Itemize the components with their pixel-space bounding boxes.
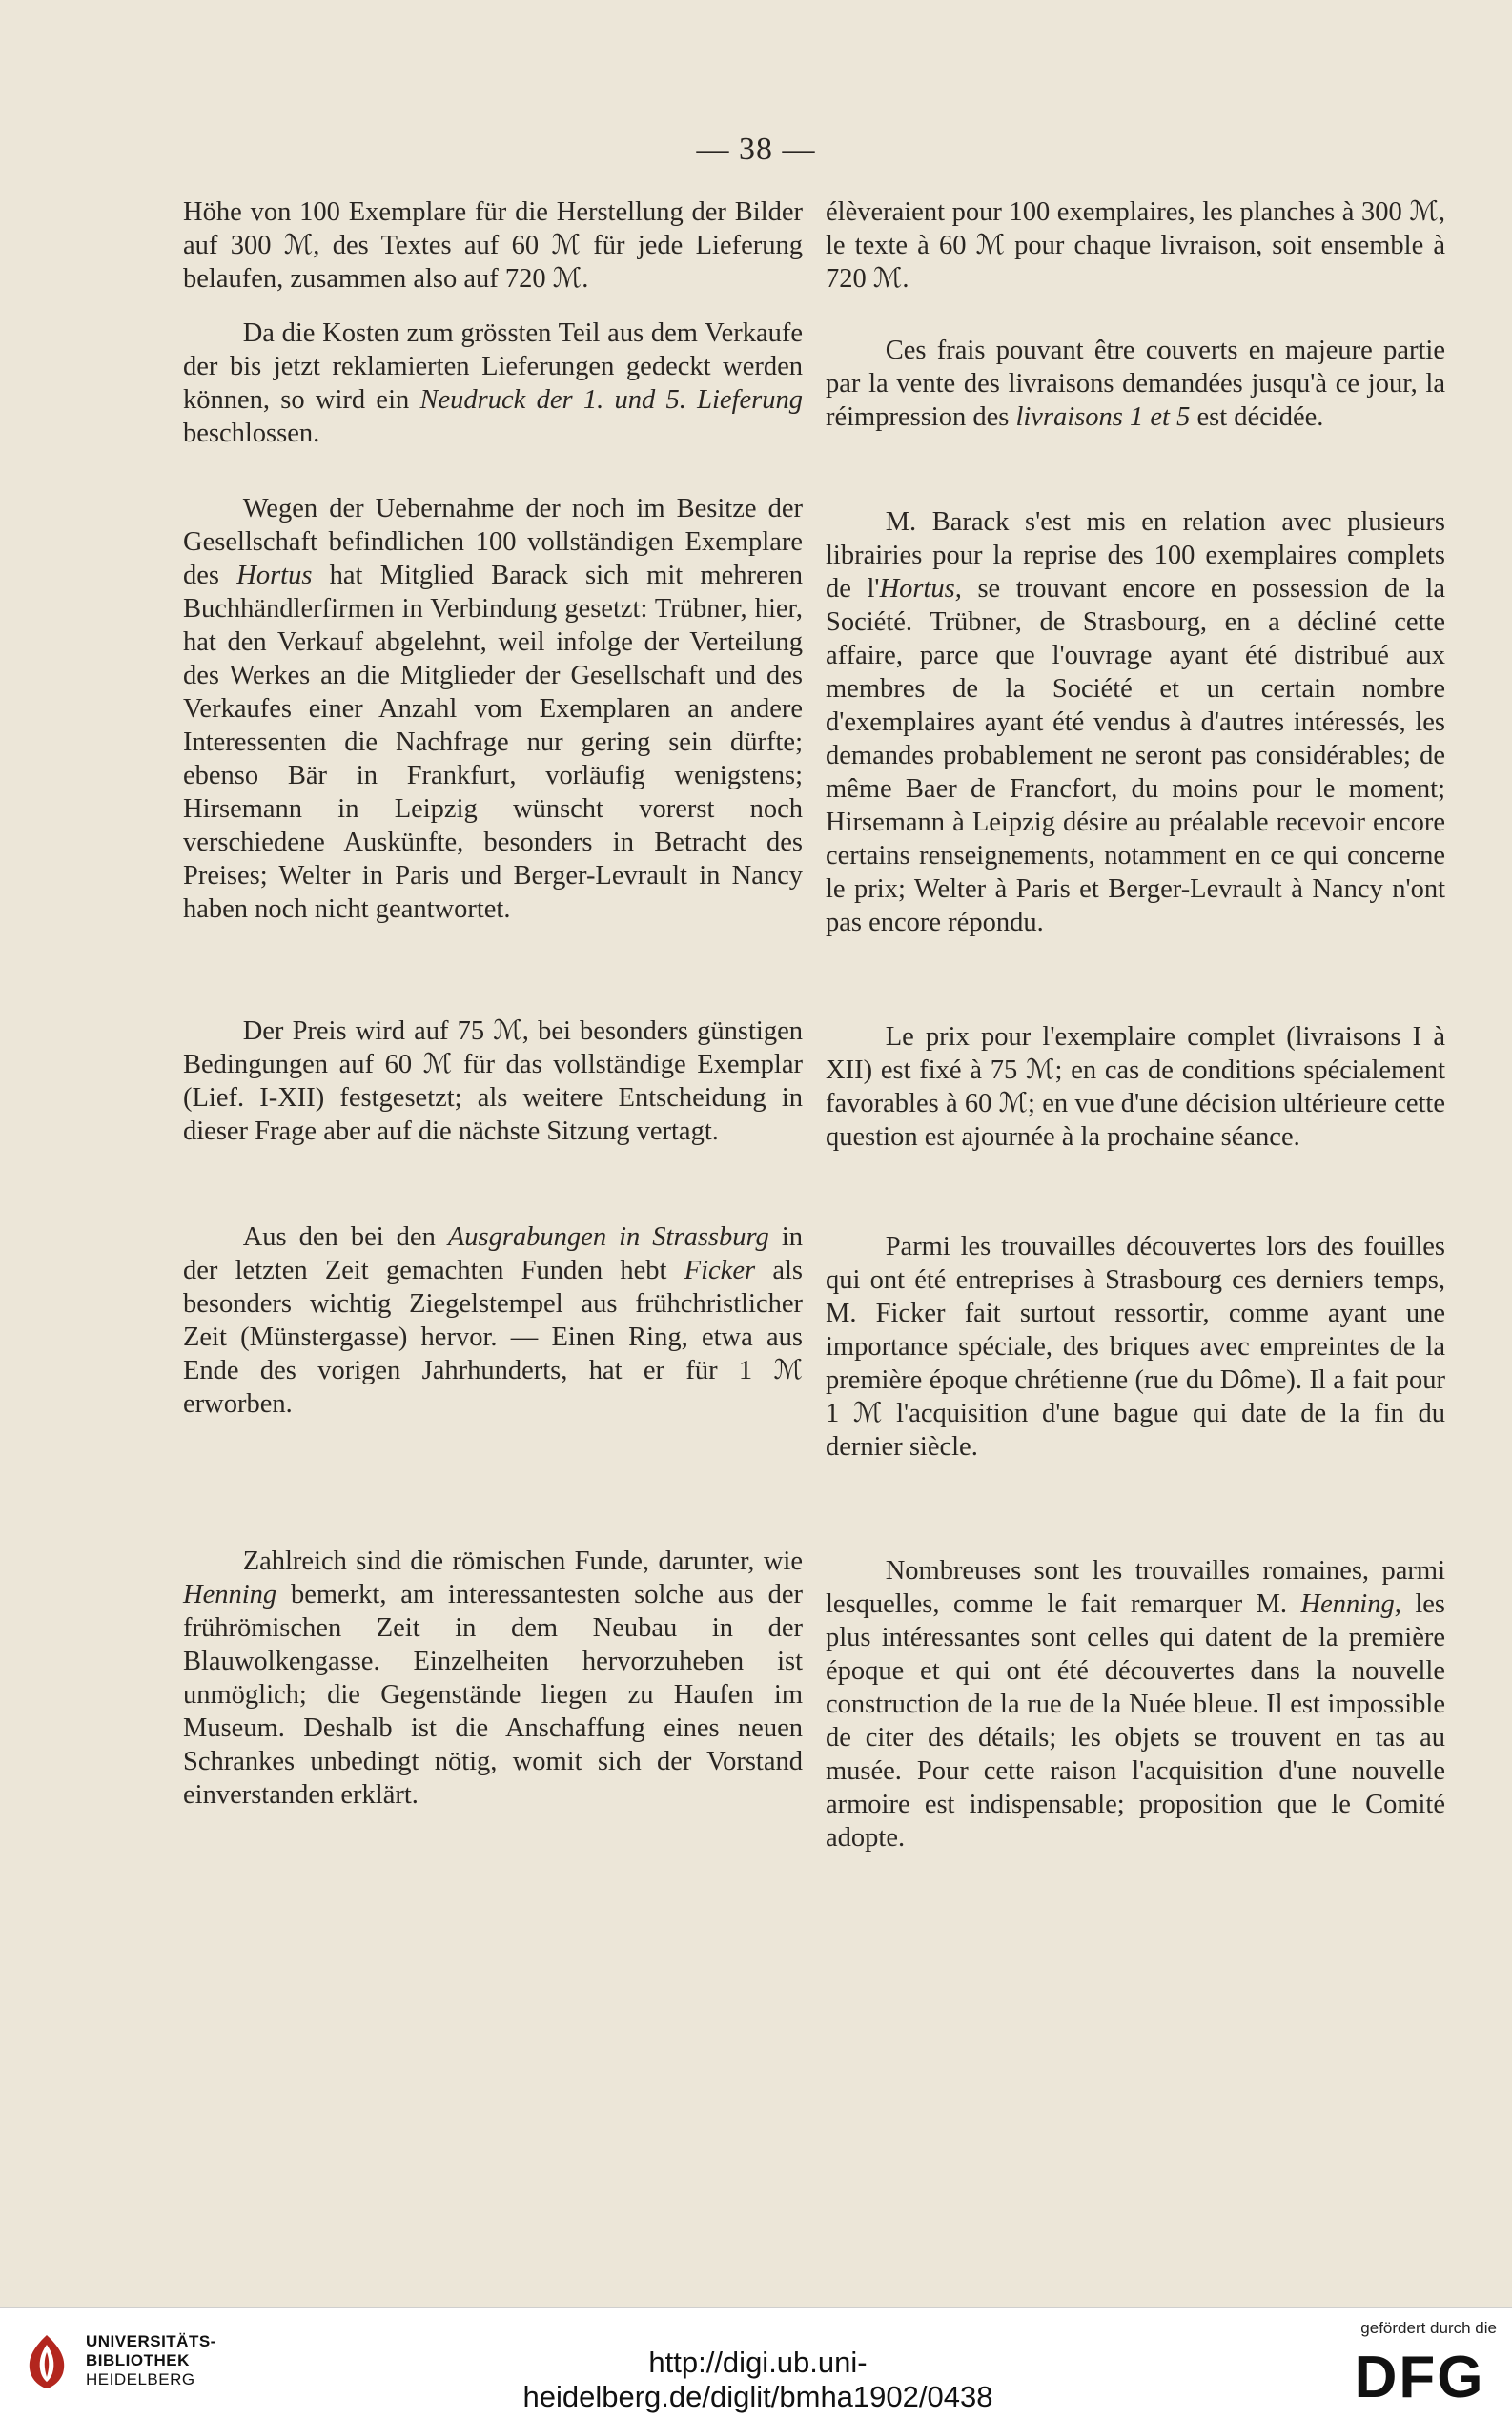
german-paragraph-6 — [183, 1545, 803, 1812]
text-run: in der letzten Zeit gemachten Funden hebt — [183, 1222, 803, 1285]
french-paragraph-6 — [826, 1554, 1445, 1855]
italic-run: Henning, — [1300, 1589, 1401, 1619]
french-paragraph-4: Le prix pour l'exemplaire complet (livraisons I à XII) est fixé à 75 ℳ; en cas de conditions spécialement favorables à 60 ℳ; en vue d'une décision ultérieure cette question est ajournée à la prochaine séance. — [826, 1022, 1445, 1152]
text-run: Zahlreich sind die römischen Funde, darunter, wie — [242, 1547, 803, 1576]
text-run: est décidée. — [1190, 402, 1324, 432]
text-run: hat Mitglied Barack sich mit mehreren Buchhändlerfirmen in Verbindung gesetzt: Trübner, hier, hat den Verkauf abgelehnt, weil infolge der Verteilung des Werkes an die Mitglieder der Gesellschaft und des Verkaufes einer Anzahl vom Exemplaren an andere Interessenten die Nachfrage nur gering sein dürfte; ebenso Bär in Frankfurt, vorläufig wenigstens; Hirsemann in Leipzig wünscht vorerst noch verschiedene Auskünfte, besonders in Betracht des Preises; Welter in Paris und Berger-Levrault in Nancy haben noch nicht geantwortet. — [183, 561, 803, 924]
italic-run: livraisons 1 et 5 — [1015, 402, 1191, 432]
text-run: als besonders wichtig Ziegelstempel aus frühchristlicher Zeit (Münstergasse) hervor. — Einen Ring, etwa aus Ende des vorigen Jahrhunderts, hat er für 1 ℳ erworben. — [183, 1256, 803, 1419]
german-paragraph-5 — [183, 1220, 803, 1421]
german-paragraph-2 — [183, 317, 803, 450]
german-paragraph-1: Höhe von 100 Exemplare für die Herstellung der Bilder auf 300 ℳ, des Textes auf 60 ℳ für jede Lieferung belaufen, zusammen also auf 720 ℳ. — [183, 197, 803, 294]
dfg-logo-icon — [1342, 2344, 1497, 2407]
italic-run: Neudruck der 1. und 5. Lieferung — [419, 385, 803, 415]
library-name-line-3: HEIDELBERG — [86, 2370, 195, 2388]
french-paragraph-5: Parmi les trouvailles découvertes lors des fouilles qui ont été entreprises à Strasbourg ces derniers temps, M. Ficker fait surtout ressortir, comme ayant une importance spéciale, des briques avec empreintes de la première époque chrétienne (rue du Dôme). Il a fait pour 1 ℳ l'acquisition d'une bague qui date de la fin du dernier siècle. — [826, 1232, 1445, 1462]
library-name-line-2: BIBLIOTHEK — [86, 2351, 190, 2369]
french-paragraph-1: élèveraient pour 100 exemplaires, les planches à 300 ℳ, le texte à 60 ℳ pour chaque livraison, soit ensemble à 720 ℳ. — [826, 197, 1445, 294]
library-name-line-1: UNIVERSITÄTS- — [86, 2332, 216, 2350]
page-number: — 38 — — [696, 132, 816, 167]
library-name — [86, 2332, 216, 2389]
text-run: bemerkt, am interessantesten solche aus der frührömischen Zeit in dem Neubau in der Blauwolkengasse. Einzelheiten hervorzuheben ist unmöglich; die Gegenstände liegen zu Haufen im Museum. Deshalb ist die Anschaffung eines neuen Schrankes unbedingt nötig, womit sich der Vorstand einverstanden erklärt. — [183, 1580, 803, 1810]
french-paragraph-3 — [826, 505, 1445, 939]
french-paragraph-2 — [826, 334, 1445, 434]
italic-run: Ficker — [684, 1256, 756, 1285]
text-run: Nombreuses sont les trouvailles romaines, parmi lesquelles, comme le fait remarquer M. — [826, 1556, 1445, 1619]
text-run: Da die Kosten zum grössten Teil aus dem Verkaufe der bis jetzt reklamierten Lieferungen gedeckt werden können, so wird ein — [183, 318, 803, 415]
text-run: se trouvant encore en possession de la Société. Trübner, de Strasbourg, en a décliné cette affaire, parce que l'ouvrage ayant été distribué aux membres de la Société et un certain nombre d'exemplaires ayant été vendus à d'autres intéressés, les demandes probablement ne seront pas considérables; de même Baer de Francfort, du moins pour le moment; Hirsemann à Leipzig désire au préalable recevoir encore certains renseignements, notamment en ce qui concerne le prix; Welter à Paris et Berger-Levrault à Nancy n'ont pas encore répondu. — [826, 574, 1446, 937]
italic-run: Henning — [183, 1580, 277, 1609]
permalink-url[interactable]: http://digi.ub.uni-heidelberg.de/diglit/bmha1902/0438 — [522, 2346, 993, 2413]
text-run: M. Barack s'est mis en relation avec plusieurs librairies pour la reprise des 100 exemplaires complets de l' — [826, 507, 1445, 604]
german-paragraph-3 — [183, 492, 803, 926]
italic-run: Ausgrabungen in Strassburg — [447, 1222, 769, 1252]
text-run: Wegen der Uebernahme der noch im Besitze der Gesellschaft befindlichen 100 vollständigen Exemplare des — [183, 494, 803, 590]
university-library-logo-icon — [17, 2331, 76, 2390]
italic-run: Hortus — [236, 561, 313, 590]
german-paragraph-4: Der Preis wird auf 75 ℳ, bei besonders günstigen Bedingungen auf 60 ℳ für das vollständige Exemplar (Lief. I-XII) festgesetzt; als weitere Entscheidung in dieser Frage aber auf die nächste Sitzung vertagt. — [183, 1016, 803, 1146]
dfg-logo-text: DFG — [1354, 2345, 1485, 2407]
sponsor-label: gefördert durch die — [1360, 2319, 1497, 2337]
text-run: Ces frais pouvant être couverts en majeure partie par la vente des livraisons demandées jusqu'à ce jour, la réimpression des — [826, 336, 1445, 432]
italic-run: Hortus, — [879, 574, 962, 604]
text-run: beschlossen. — [183, 419, 320, 448]
text-run: les plus intéressantes sont celles qui datent de la première époque et qui ont été découvertes dans la nouvelle construction de la rue de la Nuée bleue. Il est impossible de citer des détails; les objets se trouvent en tas au musée. Pour cette raison l'acquisition d'une nouvelle armoire est indispensable; proposition que le Comité adopte. — [826, 1589, 1445, 1853]
text-run: Aus den bei den — [242, 1222, 448, 1252]
